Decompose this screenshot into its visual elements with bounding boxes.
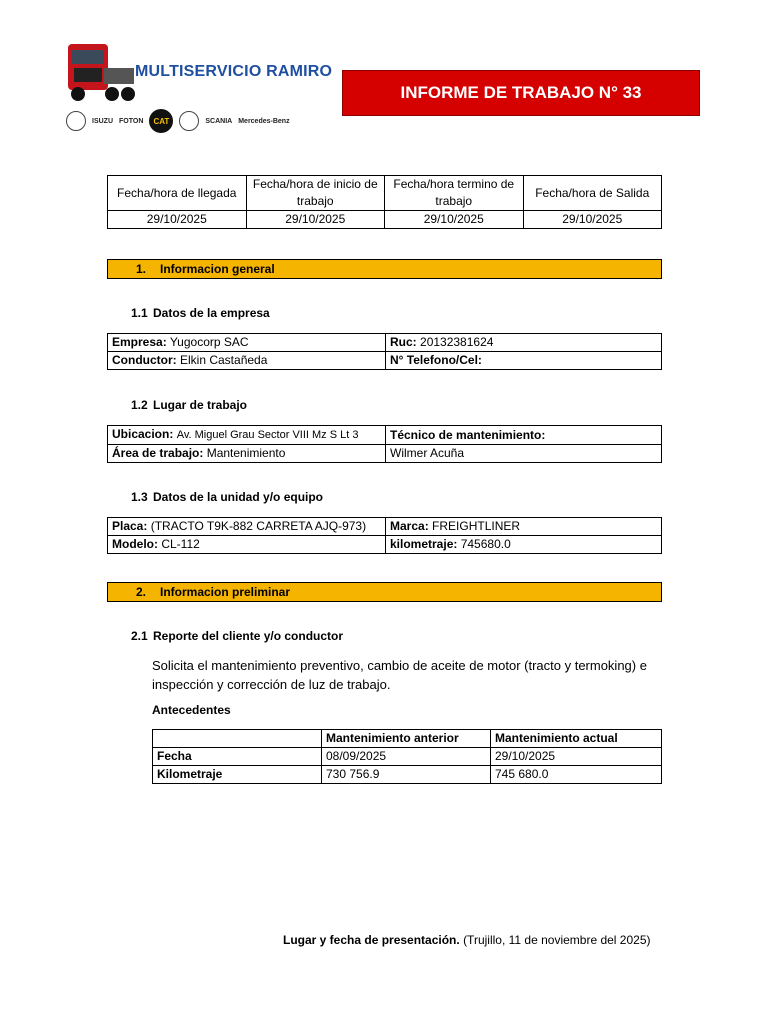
marca-cell bbox=[386, 518, 662, 536]
subsection-title: Reporte del cliente y/o conductor bbox=[153, 629, 344, 643]
conductor-value: Elkin Castañeda bbox=[180, 353, 268, 367]
fecha-prev: 08/09/2025 bbox=[322, 748, 491, 766]
subsection-number: 2.1 bbox=[131, 629, 148, 643]
footer-label: Lugar y fecha de presentación. bbox=[283, 933, 460, 947]
subsection-number: 1.3 bbox=[131, 490, 148, 504]
ruc-label: Ruc: bbox=[390, 335, 417, 349]
conductor-cell bbox=[108, 352, 386, 370]
footer-value: (Trujillo, 11 de noviembre del 2025) bbox=[463, 933, 651, 947]
col-curr-header bbox=[491, 730, 662, 748]
lugar-table bbox=[107, 425, 662, 463]
section-1-bar bbox=[107, 259, 662, 279]
foton-logo: FOTON bbox=[119, 117, 144, 125]
fecha-label: Fecha bbox=[157, 749, 192, 763]
tecnico-label: Técnico de mantenimiento: bbox=[390, 427, 546, 442]
header-inicio: Fecha/hora de inicio de trabajo bbox=[246, 176, 385, 211]
area-label: Área de trabajo: bbox=[112, 446, 204, 460]
km-label: kilometraje: bbox=[390, 537, 458, 551]
col-prev-label: Mantenimiento anterior bbox=[326, 731, 459, 745]
empresa-cell bbox=[108, 334, 386, 352]
mercedes-logo: Mercedes-Benz bbox=[238, 117, 290, 125]
value-salida: 29/10/2025 bbox=[523, 211, 662, 229]
company-name: MULTISERVICIO RAMIRO bbox=[135, 63, 333, 80]
cat-logo: CAT bbox=[149, 109, 173, 133]
fecha-curr: 29/10/2025 bbox=[491, 748, 662, 766]
marca-label: Marca: bbox=[390, 519, 429, 533]
area-cell bbox=[108, 445, 386, 463]
subsection-title: Datos de la unidad y/o equipo bbox=[153, 490, 324, 504]
section-2-number: 2. bbox=[136, 585, 147, 599]
truck-icon bbox=[60, 38, 140, 108]
value-termino: 29/10/2025 bbox=[385, 211, 524, 229]
placa-label: Placa: bbox=[112, 519, 148, 533]
subsection-title: Lugar de trabajo bbox=[153, 398, 248, 412]
empresa-value: Yugocorp SAC bbox=[169, 335, 249, 349]
brand-logos-row bbox=[66, 106, 334, 136]
km-prev: 730 756.9 bbox=[322, 766, 491, 784]
tecnico-label-cell bbox=[386, 426, 662, 445]
dates-table bbox=[107, 175, 662, 229]
subsection-1-2 bbox=[131, 398, 247, 412]
subsection-1-3 bbox=[131, 490, 323, 504]
header-llegada: Fecha/hora de llegada bbox=[108, 176, 247, 211]
ubicacion-label: Ubicacion: bbox=[112, 427, 174, 441]
ubicacion-cell bbox=[108, 426, 386, 445]
volvo-logo-icon bbox=[179, 111, 199, 131]
antecedentes-corner bbox=[153, 730, 322, 748]
isuzu-logo: ISUZU bbox=[92, 117, 113, 125]
antecedentes-table bbox=[152, 729, 662, 784]
section-2-title: Informacion preliminar bbox=[160, 585, 291, 599]
subsection-number: 1.2 bbox=[131, 398, 148, 412]
section-1-title: Informacion general bbox=[160, 262, 275, 276]
modelo-label: Modelo: bbox=[112, 537, 158, 551]
km-row-label: Kilometraje bbox=[157, 767, 223, 781]
empresa-table bbox=[107, 333, 662, 370]
marca-value: FREIGHTLINER bbox=[432, 519, 521, 533]
subsection-number: 1.1 bbox=[131, 306, 148, 320]
header-salida: Fecha/hora de Salida bbox=[523, 176, 662, 211]
row-label-km bbox=[153, 766, 322, 784]
modelo-cell bbox=[108, 536, 386, 554]
subsection-2-1 bbox=[131, 629, 343, 643]
col-prev-header bbox=[322, 730, 491, 748]
report-title: INFORME DE TRABAJO N° 33 bbox=[342, 70, 700, 116]
antecedentes-title: Antecedentes bbox=[152, 703, 231, 717]
ruc-cell bbox=[386, 334, 662, 352]
telefono-cell bbox=[386, 352, 662, 370]
placa-cell bbox=[108, 518, 386, 536]
modelo-value: CL-112 bbox=[161, 537, 200, 551]
unidad-table bbox=[107, 517, 662, 554]
header-termino: Fecha/hora termino de trabajo bbox=[385, 176, 524, 211]
col-curr-label: Mantenimiento actual bbox=[495, 731, 618, 745]
ubicacion-value: Av. Miguel Grau Sector VIII Mz S Lt 3 bbox=[176, 429, 359, 441]
hino-logo-icon bbox=[66, 111, 86, 131]
conductor-label: Conductor: bbox=[112, 353, 177, 367]
value-llegada: 29/10/2025 bbox=[108, 211, 247, 229]
section-1-number: 1. bbox=[136, 262, 147, 276]
subsection-title: Datos de la empresa bbox=[153, 306, 270, 320]
placa-value: (TRACTO T9K-882 CARRETA AJQ-973) bbox=[150, 519, 367, 533]
ruc-value: 20132381624 bbox=[420, 335, 494, 349]
telefono-label: N° Telefono/Cel: bbox=[390, 353, 482, 367]
empresa-label: Empresa: bbox=[112, 335, 167, 349]
presentation-footer bbox=[283, 933, 651, 947]
km-curr: 745 680.0 bbox=[491, 766, 662, 784]
area-value: Mantenimiento bbox=[206, 446, 286, 460]
row-label-fecha bbox=[153, 748, 322, 766]
value-inicio: 29/10/2025 bbox=[246, 211, 385, 229]
client-report-text: Solicita el mantenimiento preventivo, cambio de aceite de motor (tracto y termoking) e inspección y corrección de luz de trabajo. bbox=[152, 658, 647, 692]
km-value: 745680.0 bbox=[460, 537, 511, 551]
km-cell bbox=[386, 536, 662, 554]
tecnico-value-cell: Wilmer Acuña bbox=[386, 445, 662, 463]
subsection-1-1 bbox=[131, 306, 270, 320]
scania-logo: SCANIA bbox=[205, 117, 233, 125]
section-2-bar bbox=[107, 582, 662, 602]
